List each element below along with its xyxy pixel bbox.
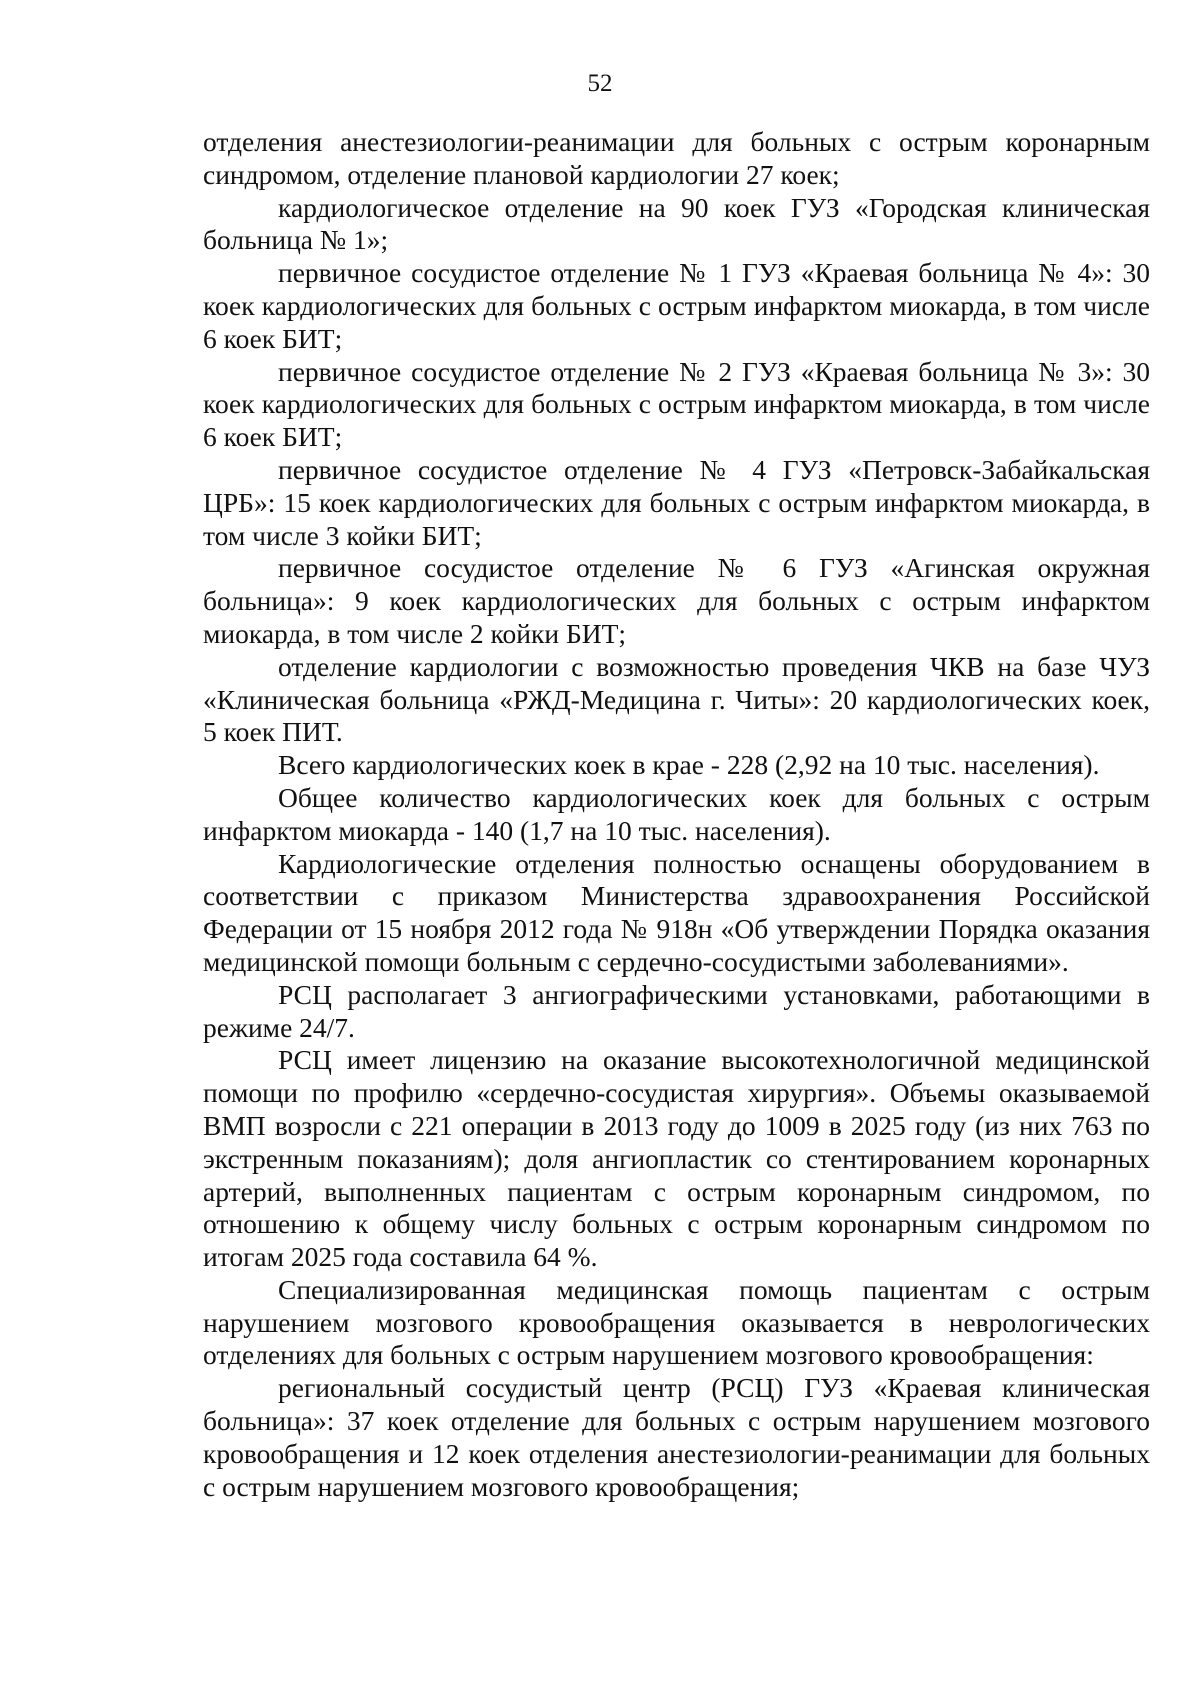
paragraph: первичное сосудистое отделение № 2 ГУЗ «Краевая больница № 3»: 30 коек кардиологических для больных с острым инфарктом миокарда, в том числе 6 коек БИТ; bbox=[203, 355, 1150, 453]
paragraph: первичное сосудистое отделение № 4 ГУЗ «Петровск-Забайкальская ЦРБ»: 15 коек кардиологических для больных с острым инфарктом миокарда, в том числе 3 койки БИТ; bbox=[203, 453, 1150, 551]
paragraph: Специализированная медицинская помощь пациентам с острым нарушением мозгового кровообращения оказывается в неврологических отделениях для больных с острым нарушением мозгового кровообращения: bbox=[203, 1273, 1150, 1371]
paragraph: отделение кардиологии с возможностью проведения ЧКВ на базе ЧУЗ «Клиническая больница «РЖД-Медицина г. Читы»: 20 кардиологических коек, 5 коек ПИТ. bbox=[203, 650, 1150, 748]
paragraph: РСЦ имеет лицензию на оказание высокотехнологичной медицинской помощи по профилю «сердечно-сосудистая хирургия». Объемы оказываемой ВМП возросли с 221 операции в 2013 году до 1009 в 2025 году (из них 763 по экстренным показаниям); доля ангиопластик со стентированием коронарных артерий, выполненных пациентам с острым коронарным синдромом, по отношению к общему числу больных с острым коронарным синдромом по итогам 2025 года составила 64 %. bbox=[203, 1044, 1150, 1273]
paragraph: Всего кардиологических коек в крае - 228 (2,92 на 10 тыс. населения). bbox=[278, 749, 1100, 781]
paragraph: отделения анестезиологии-реанимации для больных с острым коронарным синдромом, отделение плановой кардиологии 27 коек; bbox=[203, 126, 1150, 190]
paragraph: Общее количество кардиологических коек для больных с острым инфарктом миокарда - 140 (1,7 на 10 тыс. населения). bbox=[203, 781, 1150, 846]
page-number: 52 bbox=[587, 70, 613, 97]
paragraph: региональный сосудистый центр (РСЦ) ГУЗ «Краевая клиническая больница»: 37 коек отделение для больных с острым нарушением мозгового кровообращения и 12 коек отделения анестезиологии-реанимации для больных с острым нарушением мозгового кровообращения; bbox=[203, 1372, 1150, 1502]
paragraph: первичное сосудистое отделение № 1 ГУЗ «Краевая больница № 4»: 30 коек кардиологических для больных с острым инфарктом миокарда, в том числе 6 коек БИТ; bbox=[203, 257, 1150, 354]
paragraph: РСЦ располагает 3 ангиографическими установками, работающими в режиме 24/7. bbox=[203, 978, 1150, 1043]
paragraph: Кардиологические отделения полностью оснащены оборудованием в соответствии с приказом Министерства здравоохранения Российской Федерации от 15 ноября 2012 года № 918н «Об утверждении Порядка оказания медицинской помощи больным с сердечно-сосудистыми заболеваниями». bbox=[203, 847, 1150, 977]
paragraph: кардиологическое отделение на 90 коек ГУЗ «Городская клиническая больница № 1»; bbox=[203, 191, 1150, 256]
paragraph: первичное сосудистое отделение № 6 ГУЗ «Агинская окружная больница»: 9 коек кардиологических для больных с острым инфарктом миокарда, в том числе 2 койки БИТ; bbox=[203, 552, 1150, 649]
document-text bbox=[203, 126, 1150, 1503]
